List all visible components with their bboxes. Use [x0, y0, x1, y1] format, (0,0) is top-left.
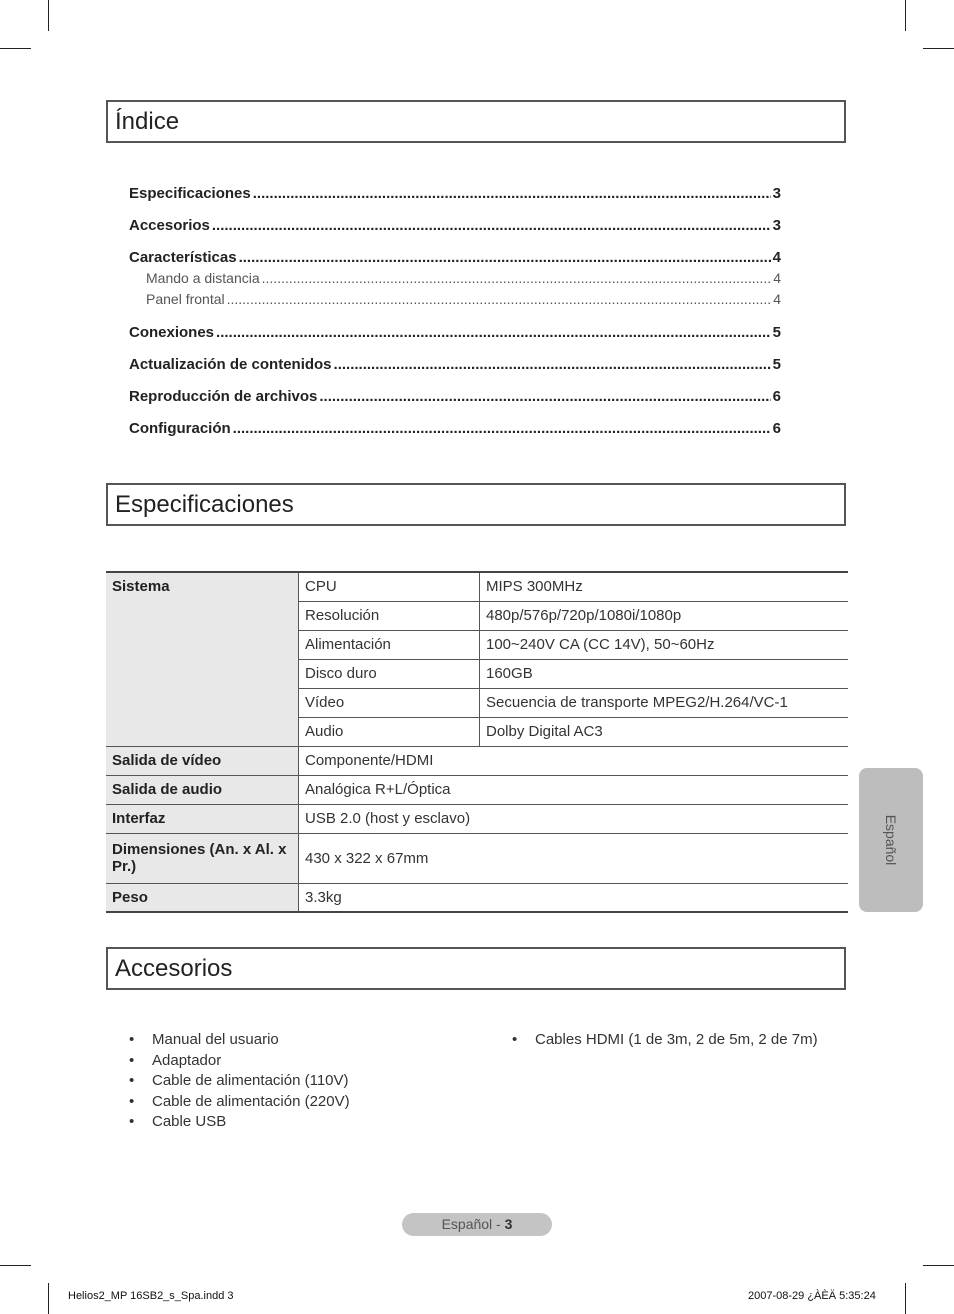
- toc-entry: [129, 388, 781, 408]
- toc-leader-dots: [216, 324, 771, 341]
- spec-key: CPU: [299, 572, 480, 601]
- toc-page-number: 4: [773, 291, 781, 307]
- toc-page-number: 6: [772, 420, 781, 437]
- spec-header: Dimensiones (An. x Al. x Pr.): [106, 833, 299, 883]
- spec-value: 3.3kg: [299, 883, 849, 912]
- bullet-icon: •: [129, 1051, 135, 1069]
- spec-value: 100~240V CA (CC 14V), 50~60Hz: [480, 630, 849, 659]
- accessories-list-right: [512, 1031, 818, 1052]
- list-item: [129, 1072, 350, 1093]
- toc-leader-dots: [233, 420, 771, 437]
- accessory-label: Cables HDMI (1 de 3m, 2 de 5m, 2 de 7m): [535, 1031, 818, 1048]
- bullet-icon: •: [129, 1092, 135, 1110]
- table-row: [106, 746, 848, 775]
- accessory-label: Cable USB: [152, 1113, 227, 1130]
- spec-key: Alimentación: [299, 630, 480, 659]
- crop-mark: [0, 48, 31, 49]
- spec-value: 160GB: [480, 659, 849, 688]
- toc-entry: [129, 291, 781, 312]
- spec-table: [106, 571, 848, 913]
- toc-leader-dots: [212, 217, 771, 234]
- accessory-label: Cable de alimentación (110V): [152, 1072, 349, 1089]
- footer-timestamp: 2007-08-29 ¿ÀÈÄ 5:35:24: [748, 1290, 876, 1302]
- toc-page-number: 3: [772, 185, 781, 202]
- toc-label: Características: [129, 249, 237, 266]
- table-row: [106, 572, 848, 601]
- crop-mark: [923, 48, 954, 49]
- toc-leader-dots: [239, 249, 771, 266]
- table-of-contents: [129, 185, 781, 440]
- footer-file-info: Helios2_MP 16SB2_s_Spa.indd 3: [68, 1290, 234, 1302]
- spec-value: USB 2.0 (host y esclavo): [299, 804, 849, 833]
- spec-header-sistema: Sistema: [106, 572, 299, 746]
- spec-header: Salida de audio: [106, 775, 299, 804]
- section-title: Índice: [115, 107, 180, 135]
- table-row: [106, 833, 848, 883]
- crop-mark: [923, 1265, 954, 1266]
- toc-entry: [129, 356, 781, 376]
- accessory-label: Adaptador: [152, 1051, 222, 1069]
- toc-label: Mando a distancia: [146, 270, 260, 286]
- list-item: [129, 1031, 350, 1052]
- toc-leader-dots: [227, 291, 772, 307]
- bullet-icon: •: [129, 1031, 135, 1048]
- section-header-indice: [106, 100, 846, 143]
- spec-value: Componente/HDMI: [299, 746, 849, 775]
- page-label-prefix: Español -: [441, 1216, 505, 1232]
- toc-entry: [129, 185, 781, 205]
- toc-entry: [129, 249, 781, 269]
- toc-entry: [129, 217, 781, 237]
- table-row: [106, 775, 848, 804]
- spec-value: Analógica R+L/Óptica: [299, 775, 849, 804]
- toc-leader-dots: [319, 388, 770, 405]
- section-header-accesorios: [106, 947, 846, 990]
- spec-header: Interfaz: [106, 804, 299, 833]
- toc-label: Actualización de contenidos: [129, 356, 332, 373]
- crop-mark: [905, 1283, 906, 1314]
- bullet-icon: •: [129, 1113, 135, 1130]
- language-side-tab: [859, 768, 923, 912]
- spec-value: Dolby Digital AC3: [480, 717, 849, 746]
- language-tab-label: Español: [883, 814, 899, 866]
- spec-key: Resolución: [299, 601, 480, 630]
- spec-header: Peso: [106, 883, 299, 912]
- list-item: [129, 1113, 350, 1134]
- crop-mark: [0, 1265, 31, 1266]
- toc-label: Especificaciones: [129, 185, 251, 202]
- spec-key: Disco duro: [299, 659, 480, 688]
- toc-page-number: 5: [772, 356, 781, 373]
- toc-leader-dots: [334, 356, 771, 373]
- toc-label: Conexiones: [129, 324, 215, 341]
- toc-label: Configuración: [129, 420, 231, 437]
- crop-mark: [48, 1283, 49, 1314]
- spec-value: Secuencia de transporte MPEG2/H.264/VC-1: [480, 688, 849, 717]
- section-header-especificaciones: [106, 483, 846, 526]
- list-item: [129, 1052, 350, 1073]
- table-row: [106, 883, 848, 912]
- toc-label: Accesorios: [129, 217, 210, 234]
- crop-mark: [48, 0, 49, 31]
- toc-leader-dots: [253, 185, 771, 202]
- toc-page-number: 3: [772, 217, 781, 234]
- toc-entry: [129, 420, 781, 440]
- accessory-label: Cable de alimentación (220V): [152, 1092, 350, 1110]
- spec-value: MIPS 300MHz: [480, 572, 849, 601]
- page-number-badge: [402, 1213, 552, 1236]
- page-number: 3: [504, 1216, 513, 1232]
- toc-page-number: 6: [772, 388, 781, 405]
- accessories-list-left: [129, 1031, 350, 1134]
- toc-page-number: 5: [772, 324, 781, 341]
- list-item: [512, 1031, 818, 1052]
- toc-label: Reproducción de archivos: [129, 388, 318, 405]
- section-title: Especificaciones: [115, 490, 294, 518]
- toc-leader-dots: [262, 270, 772, 286]
- accessory-label: Manual del usuario: [152, 1031, 279, 1048]
- list-item: [129, 1093, 350, 1114]
- toc-entry: [129, 270, 781, 291]
- toc-label: Panel frontal: [146, 291, 225, 307]
- spec-key: Vídeo: [299, 688, 480, 717]
- bullet-icon: •: [129, 1072, 135, 1089]
- spec-key: Audio: [299, 717, 480, 746]
- crop-mark: [905, 0, 906, 31]
- toc-page-number: 4: [773, 270, 781, 286]
- spec-value: 480p/576p/720p/1080i/1080p: [480, 601, 849, 630]
- bullet-icon: •: [512, 1031, 518, 1048]
- spec-header: Salida de vídeo: [106, 746, 299, 775]
- spec-value: 430 x 322 x 67mm: [299, 833, 849, 883]
- table-row: [106, 804, 848, 833]
- toc-page-number: 4: [772, 249, 781, 266]
- section-title: Accesorios: [115, 954, 233, 982]
- toc-entry: [129, 324, 781, 344]
